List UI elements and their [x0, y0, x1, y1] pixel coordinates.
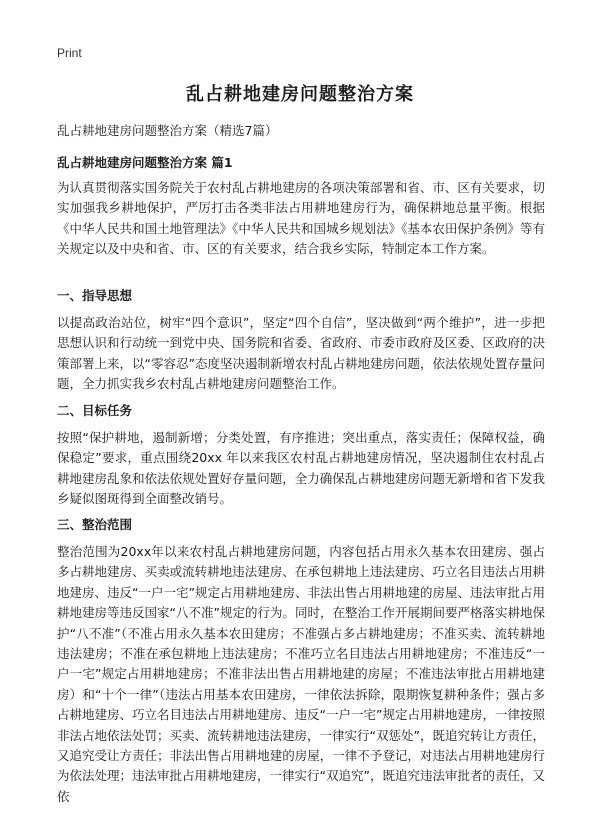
document-title: 乱占耕地建房问题整治方案	[186, 84, 414, 105]
section-heading-goals-tasks: 二、目标任务	[57, 403, 133, 418]
intro-paragraph: 为认真贯彻落实国务院关于农村乱占耕地建房的各项决策部署和省、市、区有关要求，切实加强我乡耕地保护，严厉打击各类非法占用耕地建房行为，确保耕地总量平衡。根据《中华人民共和国土地管理法》《中华人民共和国城乡规划法》《基本农田保护条例》等有关规定以及中央和省、市、区的有关要求，结合我乡实际，特制定本工作方案。	[57, 180, 545, 257]
section-heading-scope: 三、整治范围	[57, 517, 133, 532]
print-link[interactable]: Print	[57, 46, 82, 60]
section-heading-guiding-ideology: 一、指导思想	[57, 288, 133, 303]
section-body-goals-tasks: 按照“保护耕地，遏制新增；分类处置，有序推进；突出重点，落实责任；保障权益，确保稳定”要求，重点围绕20xx 年以来我区农村乱占耕地建房情况，坚决遏制住农村乱占耕地建房乱象和依法依规处置好存量问题，全力确保乱占耕地建房问题无新增和省下发我乡疑似图斑得到全面整改销号。	[57, 430, 545, 507]
article-heading: 乱占耕地建房问题整治方案 篇1	[57, 155, 233, 170]
section-body-scope: 整治范围为20xx年以来农村乱占耕地建房问题，内容包括占用永久基本农田建房、强占多占耕地建房、买卖或流转耕地违法建房、在承包耕地上违法建房、巧立名目违法占用耕地建房、违反“一户一宅”规定占用耕地建房、非法出售占用耕地建的房屋、违法审批占用耕地建房等违反国家“八不准”规定的行为。同时，在整治工作开展期间要严格落实耕地保护“八不准”（不准占用永久基本农田建房；不准强占多占耕地建房；不准买卖、流转耕地违法建房；不准在承包耕地上违法建房；不准巧立名目违法占用耕地建房；不准违反“一户一宅”规定占用耕地建房；不准非法出售占用耕地建的房屋；不准违法审批占用耕地建房）和“十个一律”（违法占用基本农田建房，一律依法拆除，限期恢复耕种条件；强占多占耕地建房、巧立名目违法占用耕地建房、违反“一户一宅”规定占用耕地建房，一律按照非法占地依法处罚；买卖、流转耕地违法建房，一律实行“双惩处”，既追究转让方责任，又追究受让方责任；非法出售占用耕地建的房屋，一律不予登记，对违法占用耕地建房行为依法处理；违法审批占用耕地建房，一律实行“双追究”，既追究违法审批者的责任，又依	[57, 544, 545, 804]
document-subtitle: 乱占耕地建房问题整治方案（精选7篇）	[57, 123, 278, 138]
section-body-guiding-ideology: 以提高政治站位，树牢“四个意识”，坚定“四个自信”，坚决做到“两个维护”，进一步把思想认识和行动统一到党中央、国务院和省委、省政府、市委市政府及区委、区政府的决策部署上来，以“零容忍”态度坚决遏制新增农村乱占耕地建房问题，依法依规处置存量问题，全力抓实我乡农村乱占耕地建房问题整治工作。	[57, 315, 545, 392]
